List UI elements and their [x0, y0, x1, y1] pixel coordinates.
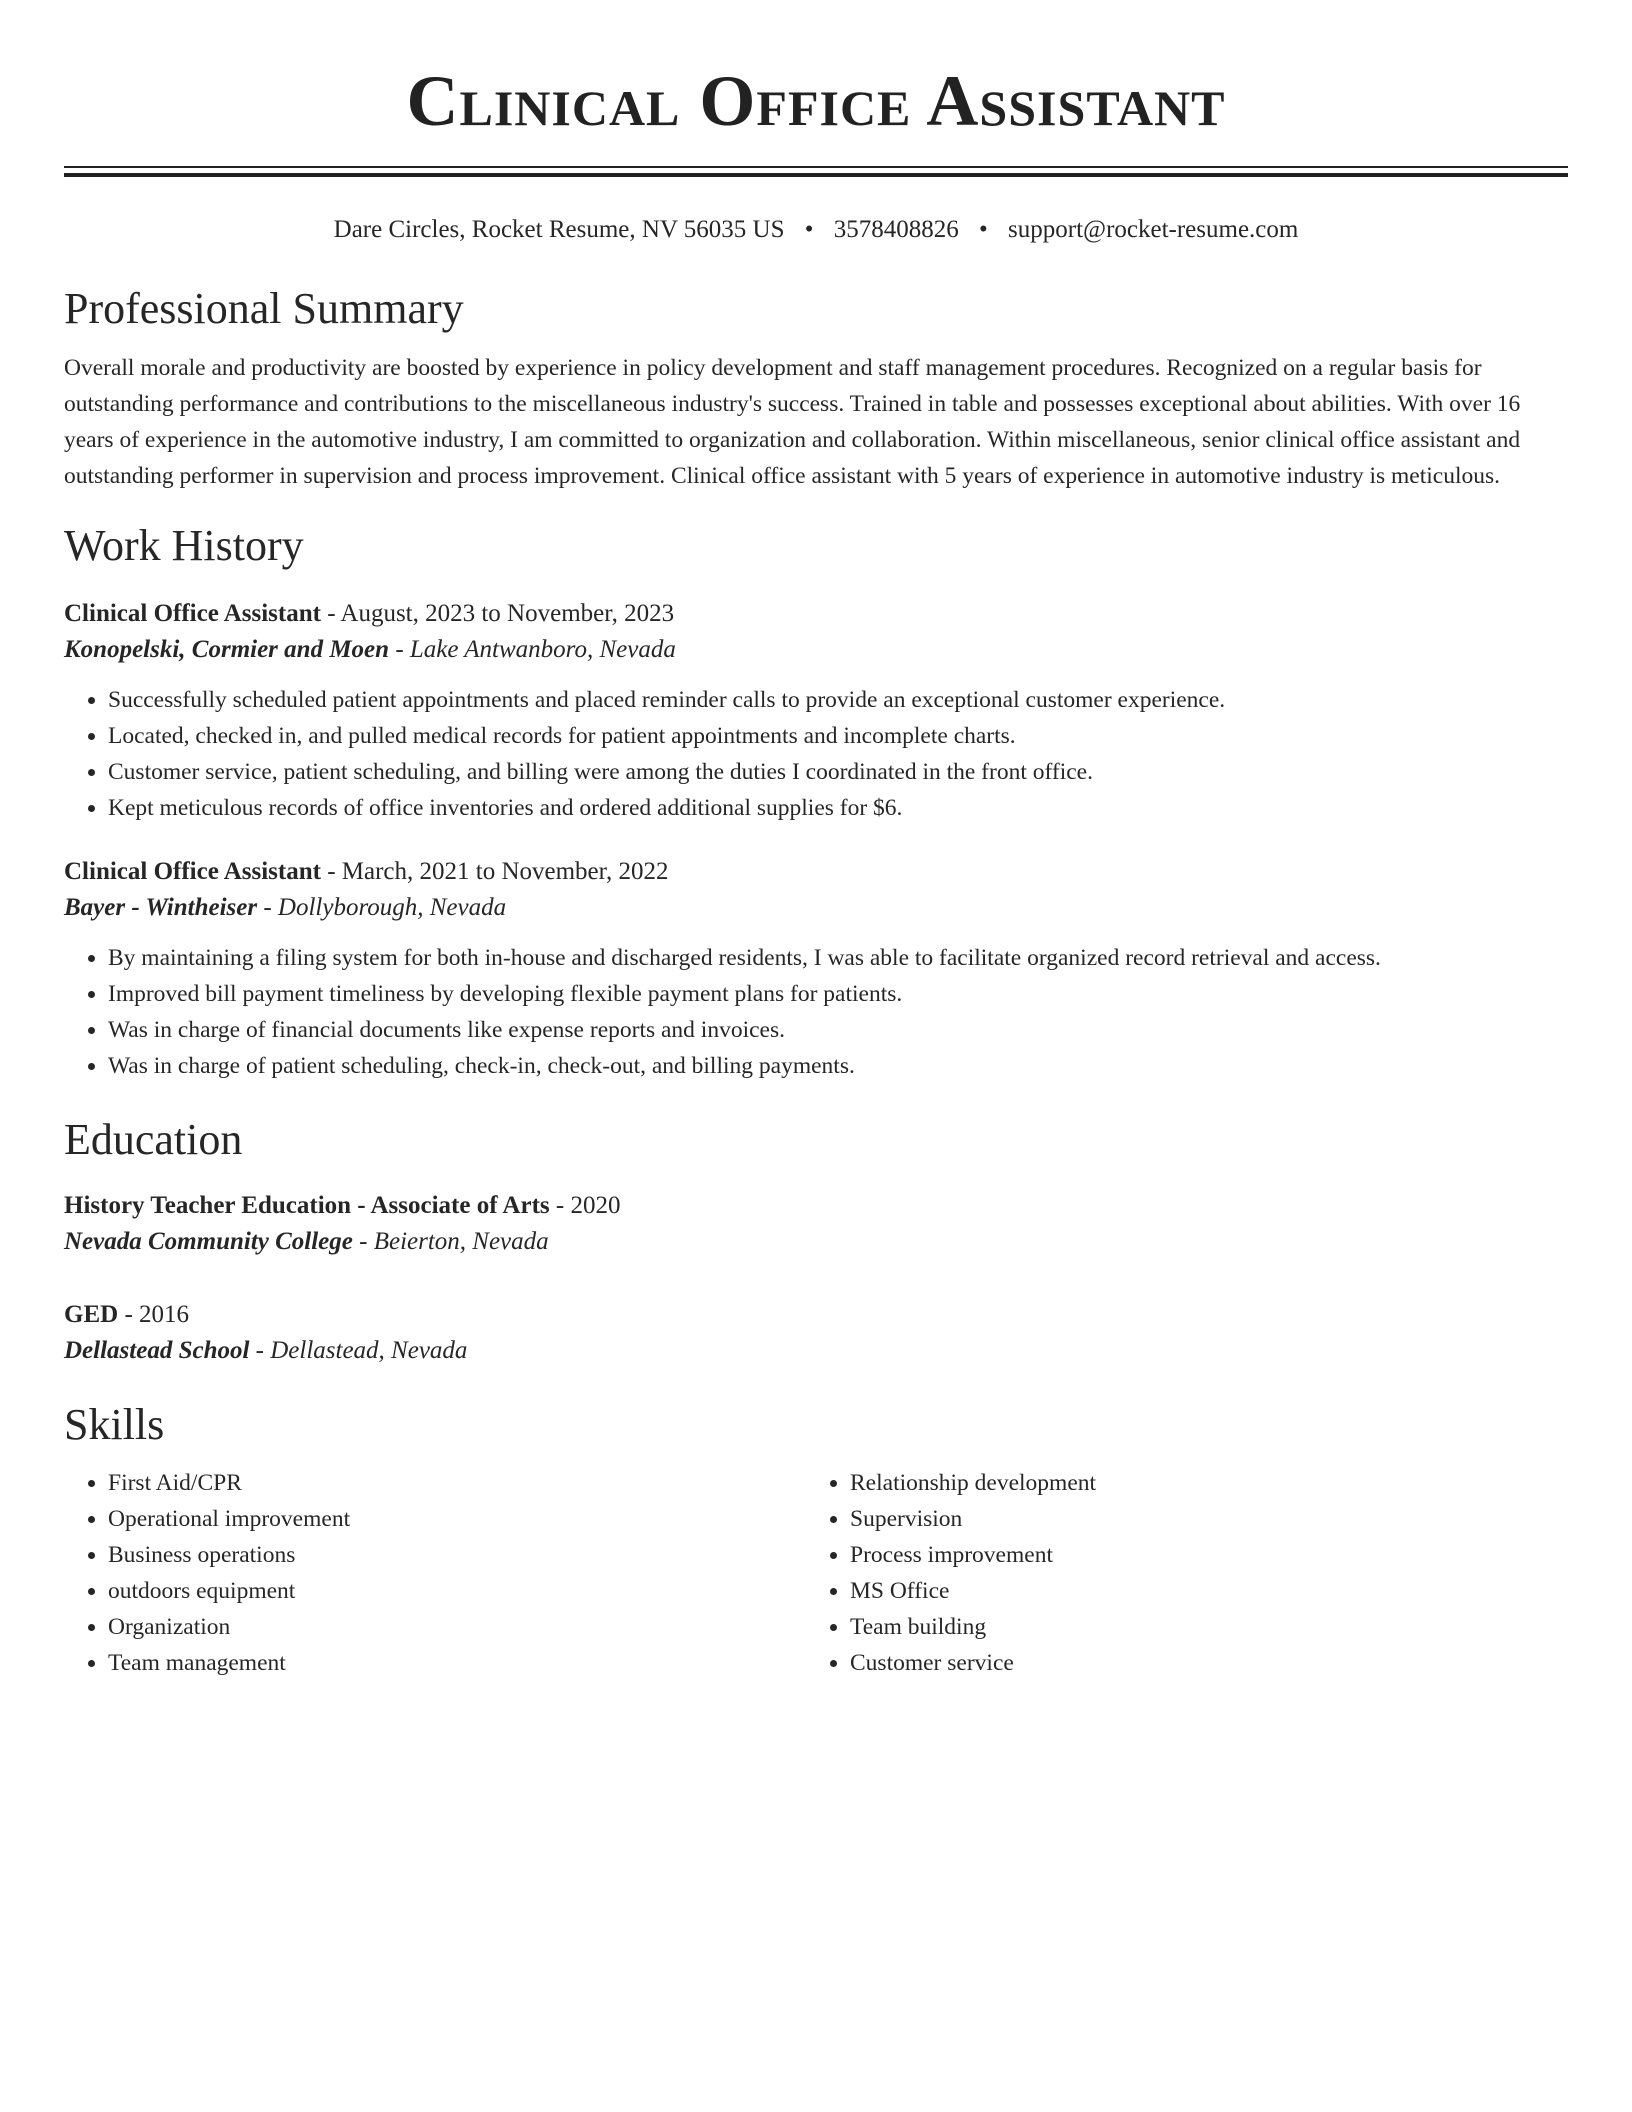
skill-item: • First Aid/CPR [108, 1465, 806, 1501]
contact-separator: • [804, 216, 814, 243]
skill-item: • outdoors equipment [108, 1573, 806, 1609]
job-company: Konopelski, Cormier and Moen [64, 636, 390, 663]
job-bullet: • Kept meticulous records of office inventories and ordered additional supplies for $6. [108, 790, 1568, 826]
skill-item: • Customer service [850, 1645, 1548, 1681]
skill-item: • Supervision [850, 1501, 1548, 1537]
job-company: Bayer - Wintheiser [64, 894, 258, 921]
skills-list [64, 1465, 1568, 1681]
work-history-heading: Work History [64, 521, 304, 570]
job-bullet: • Was in charge of patient scheduling, check-in, check-out, and billing payments. [108, 1048, 1568, 1084]
job-location: - Lake Antwanboro, Nevada [389, 636, 676, 663]
contact-address: Dare Circles, Rocket Resume, NV 56035 US [333, 216, 785, 243]
contact-email: support@rocket-resume.com [1008, 216, 1299, 243]
skill-item: • MS Office [850, 1573, 1548, 1609]
education-degree: GED [64, 1301, 119, 1328]
education-school: Dellastead School [64, 1337, 250, 1364]
education-school-line [64, 1333, 1568, 1369]
job-bullets [64, 940, 1568, 1084]
education-school: Nevada Community College [64, 1228, 353, 1255]
job-bullet: • Was in charge of financial documents like expense reports and invoices. [108, 1012, 1568, 1048]
skills-heading: Skills [64, 1400, 165, 1449]
job-title-line [64, 596, 1568, 632]
skills-column-right [806, 1465, 1548, 1681]
education-degree-line [64, 1297, 1568, 1333]
education-year: - 2016 [118, 1301, 190, 1328]
job-dates: - March, 2021 to November, 2022 [320, 858, 669, 885]
education-location: - Dellastead, Nevada [249, 1337, 468, 1364]
header-double-rule [64, 166, 1568, 177]
job-entry [64, 854, 1568, 1084]
education-degree: History Teacher Education - Associate of Arts [64, 1192, 550, 1219]
summary-text: Overall morale and productivity are boosted by experience in policy development and staff management procedures. Recognized on a regular basis for outstanding performance and contributions to the miscellaneous industry's success. Trained in table and possesses exceptional about abilities. With over 16 years of experience in the automotive industry, I am committed to organization and collaboration. Within miscellaneous, senior clinical office assistant and outstanding performer in supervision and process improvement. Clinical office assistant with 5 years of experience in automotive industry is meticulous. [64, 355, 1521, 489]
job-bullet: • By maintaining a filing system for both in-house and discharged residents, I was able to facilitate organized record retrieval and access. [108, 940, 1568, 976]
job-bullet: • Successfully scheduled patient appointments and placed reminder calls to provide an exceptional customer experience. [108, 682, 1568, 718]
skills-column-left [64, 1465, 806, 1681]
job-bullet: • Customer service, patient scheduling, and billing were among the duties I coordinated in the front office. [108, 754, 1568, 790]
education-location: - Beierton, Nevada [352, 1228, 549, 1255]
skill-item: • Business operations [108, 1537, 806, 1573]
job-company-line [64, 632, 1568, 668]
skill-item: • Relationship development [850, 1465, 1548, 1501]
skill-item: • Team building [850, 1609, 1548, 1645]
contact-separator: • [979, 216, 988, 243]
skill-item: • Organization [108, 1609, 806, 1645]
skill-item: • Team management [108, 1645, 806, 1681]
job-dates: - August, 2023 to November, 2023 [320, 600, 675, 627]
job-bullet: • Located, checked in, and pulled medical records for patient appointments and incomplete charts. [108, 718, 1568, 754]
education-school-line [64, 1224, 1568, 1260]
education-degree-line [64, 1188, 1568, 1224]
job-bullet: • Improved bill payment timeliness by developing flexible payment plans for patients. [108, 976, 1568, 1012]
summary-heading: Professional Summary [64, 284, 464, 333]
resume-name: Clinical Office Assistant [406, 61, 1226, 141]
job-location: - Dollyborough, Nevada [257, 894, 507, 921]
job-company-line [64, 890, 1568, 926]
contact-line [64, 213, 1568, 247]
education-heading: Education [64, 1115, 243, 1164]
education-entry [64, 1188, 1568, 1260]
job-entry [64, 596, 1568, 826]
skill-item: • Operational improvement [108, 1501, 806, 1537]
job-title: Clinical Office Assistant [64, 600, 321, 627]
contact-phone: 3578408826 [833, 216, 959, 243]
education-entry [64, 1297, 1568, 1369]
job-title: Clinical Office Assistant [64, 858, 321, 885]
education-year: - 2020 [549, 1192, 621, 1219]
job-title-line [64, 854, 1568, 890]
job-bullets [64, 682, 1568, 826]
skill-item: • Process improvement [850, 1537, 1548, 1573]
